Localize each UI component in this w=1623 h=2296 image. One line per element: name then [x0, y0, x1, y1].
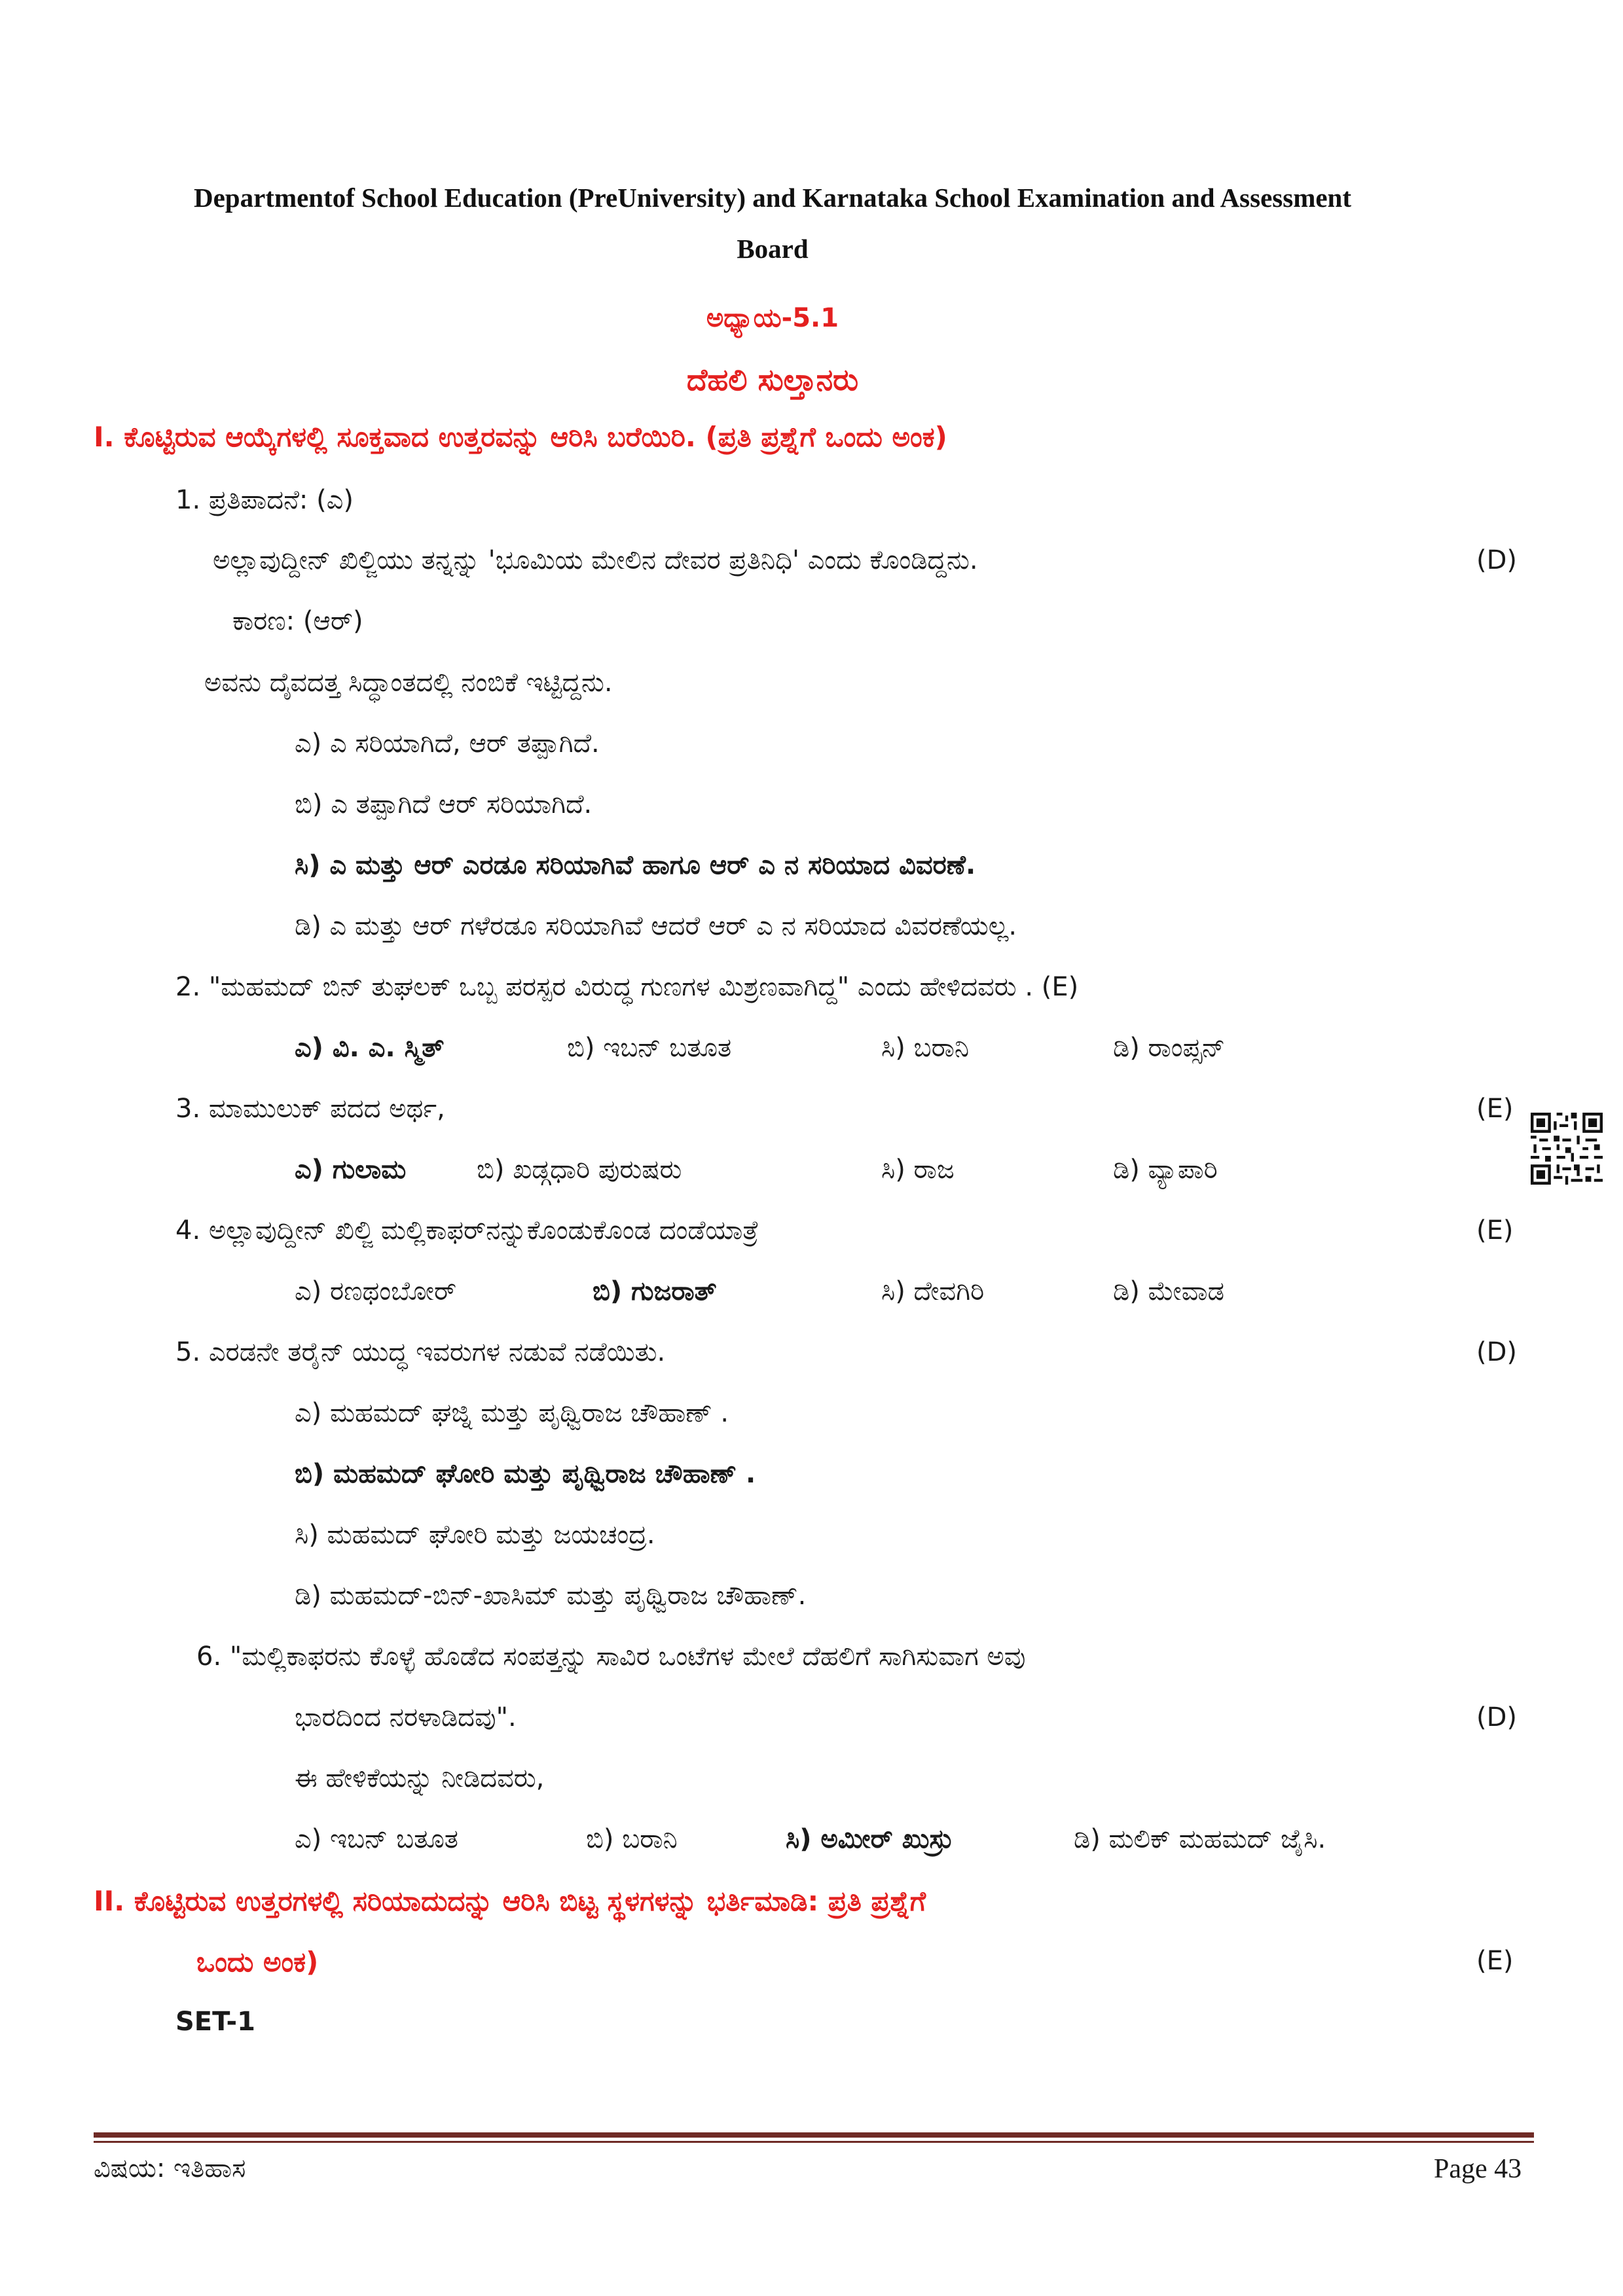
- footer-page-number: Page 43: [1434, 2154, 1522, 2184]
- q6-option-a: ಎ) ಇಬನ್ ಬತೂತ: [295, 1824, 458, 1854]
- q5-option-d: ಡಿ) ಮಹಮದ್-ಬಿನ್-ಖಾಸಿಮ್ ಮತ್ತು ಪೃಥ್ವಿರಾಜ ಚೌಹಾಣ್.: [295, 1581, 807, 1611]
- q4-option-d: ಡಿ) ಮೇವಾಡ: [1113, 1276, 1224, 1306]
- q5-text: 5. ಎರಡನೇ ತರೈನ್ ಯುದ್ಧ ಇವರುಗಳ ನಡುವೆ ನಡೆಯಿತು.: [175, 1337, 666, 1367]
- q4-code: (E): [1476, 1215, 1514, 1246]
- qr-code-icon: [1531, 1113, 1603, 1185]
- footer-rule-thin: [94, 2141, 1534, 2143]
- q1-assertion: ಅಲ್ಲಾವುದ್ದೀನ್ ಖಿಲ್ಜಿಯು ತನ್ನನ್ನು 'ಭೂಮಿಯ ಮೇಲಿನ ದೇವರ ಪ್ರತಿನಿಧಿ' ಎಂದು ಕೊಂಡಿದ್ದನು.: [213, 545, 978, 575]
- q3-option-a-answer: ಎ) ಗುಲಾಮ: [295, 1155, 407, 1185]
- q2-option-c: ಸಿ) ಬರಾನಿ: [881, 1033, 970, 1063]
- q1-option-b: ಬಿ) ಎ ತಪ್ಪಾಗಿದೆ ಆರ್ ಸರಿಯಾಗಿದೆ.: [295, 789, 593, 819]
- q1-option-a: ಎ) ಎ ಸರಿಯಾಗಿದೆ, ಆರ್ ತಪ್ಪಾಗಿದೆ.: [295, 728, 600, 759]
- chapter-number: ಅಧ್ಯಾಯ-5.1: [706, 303, 839, 333]
- q5-option-a: ಎ) ಮಹಮದ್ ಘಜ್ನಿ ಮತ್ತು ಪೃಥ್ವಿರಾಜ ಚೌಹಾಣ್ .: [295, 1398, 729, 1428]
- footer-rule-thick: [94, 2132, 1534, 2138]
- section2-heading-line2: ಒಂದು ಅಂಕ): [196, 1946, 319, 1978]
- q6-line1: 6. "ಮಲ್ಲಿಕಾಫರನು ಕೊಳ್ಳೆ ಹೊಡೆದ ಸಂಪತ್ತನ್ನು ಸಾವಿರ ಒಂಟೆಗಳ ಮೇಲೆ ದೆಹಲಿಗೆ ಸಾಗಿಸುವಾಗ ಅವು: [196, 1641, 1026, 1672]
- q2-text: 2. "ಮಹಮದ್ ಬಿನ್ ತುಘಲಕ್ ಒಬ್ಬ ಪರಸ್ಪರ ವಿರುದ್ಧ ಗುಣಗಳ ಮಿಶ್ರಣವಾಗಿದ್ದ" ಎಂದು ಹೇಳಿದವರು . (E): [175, 972, 1079, 1002]
- q6-option-d: ಡಿ) ಮಲಿಕ್ ಮಹಮದ್ ಜೈಸಿ.: [1074, 1824, 1326, 1854]
- q2-option-d: ಡಿ) ರಾಂಪ್ಸನ್: [1113, 1033, 1226, 1063]
- q2-option-b: ಬಿ) ಇಬನ್ ಬತೂತ: [567, 1033, 732, 1063]
- q1-option-c-answer: ಸಿ) ಎ ಮತ್ತು ಆರ್ ಎರಡೂ ಸರಿಯಾಗಿವೆ ಹಾಗೂ ಆರ್ ಎ ನ ಸರಿಯಾದ ವಿವರಣೆ.: [295, 850, 976, 880]
- q1-reason: ಅವನು ದೈವದತ್ತ ಸಿದ್ಧಾಂತದಲ್ಲಿ ನಂಬಿಕೆ ಇಟ್ಟಿದ್ದನು.: [204, 668, 613, 698]
- q5-option-b-answer: ಬಿ) ಮಹಮದ್ ಘೋರಿ ಮತ್ತು ಪೃಥ್ವಿರಾಜ ಚೌಹಾಣ್ .: [295, 1459, 756, 1489]
- q4-text: 4. ಅಲ್ಲಾವುದ್ದೀನ್ ಖಿಲ್ಜಿ ಮಲ್ಲಿಕಾಫರ್‌ನನ್ನುಕೊಂಡುಕೊಂಡ ದಂಡೆಯಾತ್ರೆ: [175, 1215, 759, 1246]
- q1-code: (D): [1476, 545, 1518, 575]
- q6-code: (D): [1476, 1702, 1518, 1732]
- q6-line3: ಈ ಹೇಳಿಕೆಯನ್ನು ನೀಡಿದವರು,: [295, 1763, 545, 1793]
- q5-option-c: ಸಿ) ಮಹಮದ್ ಘೋರಿ ಮತ್ತು ಜಯಚಂದ್ರ.: [295, 1520, 655, 1550]
- q6-option-b: ಬಿ) ಬರಾನಿ: [586, 1824, 678, 1854]
- q4-option-b-answer: ಬಿ) ಗುಜರಾತ್: [593, 1276, 717, 1306]
- q3-option-d: ಡಿ) ವ್ಯಾಪಾರಿ: [1113, 1155, 1218, 1185]
- section2-code: (E): [1476, 1946, 1514, 1976]
- q4-option-c: ಸಿ) ದೇವಗಿರಿ: [881, 1276, 985, 1306]
- chapter-title: ದೆಹಲಿ ಸುಲ್ತಾನರು: [686, 362, 859, 397]
- q2-option-a-answer: ಎ) ವಿ. ಎ. ಸ್ಮಿತ್: [295, 1033, 445, 1063]
- q3-option-c: ಸಿ) ರಾಜ: [881, 1155, 955, 1185]
- section1-heading: I. ಕೊಟ್ಟಿರುವ ಆಯ್ಕೆಗಳಲ್ಲಿ ಸೂಕ್ತವಾದ ಉತ್ತರವನ್ನು ಆರಿಸಿ ಬರೆಯಿರಿ. (ಪ್ರತಿ ಪ್ರಶ್ನೆಗೆ ಒಂದು ಅಂಕ): [94, 421, 947, 453]
- footer-subject: ವಿಷಯ: ಇತಿಹಾಸ: [94, 2153, 246, 2183]
- q3-code: (E): [1476, 1094, 1514, 1124]
- q1-label: 1. ಪ್ರತಿಪಾದನೆ: (ಎ): [175, 485, 354, 515]
- q3-text: 3. ಮಾಮುಲುಕ್ ಪದದ ಅರ್ಥ,: [175, 1094, 445, 1124]
- q6-option-c-answer: ಸಿ) ಅಮೀರ್ ಖುಸ್ರು: [786, 1824, 953, 1854]
- q5-code: (D): [1476, 1337, 1518, 1367]
- q1-reason-label: ಕಾರಣ: (ಆರ್): [232, 606, 363, 636]
- q6-line2: ಭಾರದಿಂದ ನರಳಾಡಿದವು".: [295, 1702, 517, 1732]
- board-header-line2: Board: [737, 234, 809, 264]
- set-label: SET-1: [175, 2007, 255, 2037]
- board-header-line1: Departmentof School Education (PreUniversity) and Karnataka School Examination and Assessment: [193, 183, 1352, 213]
- section2-heading-line1: II. ಕೊಟ್ಟಿರುವ ಉತ್ತರಗಳಲ್ಲಿ ಸರಿಯಾದುದನ್ನು ಆರಿಸಿ ಬಿಟ್ಟ ಸ್ಥಳಗಳನ್ನು ಭರ್ತಿಮಾಡಿ: ಪ್ರತಿ ಪ್ರಶ್ನೆಗೆ: [94, 1885, 926, 1917]
- q3-option-b: ಬಿ) ಖಡ್ಗಧಾರಿ ಪುರುಷರು: [477, 1155, 682, 1185]
- q4-option-a: ಎ) ರಣಥಂಬೋರ್: [295, 1276, 457, 1306]
- q1-option-d: ಡಿ) ಎ ಮತ್ತು ಆರ್ ಗಳೆರಡೂ ಸರಿಯಾಗಿವೆ ಆದರೆ ಆರ್ ಎ ನ ಸರಿಯಾದ ವಿವರಣೆಯಲ್ಲ.: [295, 911, 1017, 941]
